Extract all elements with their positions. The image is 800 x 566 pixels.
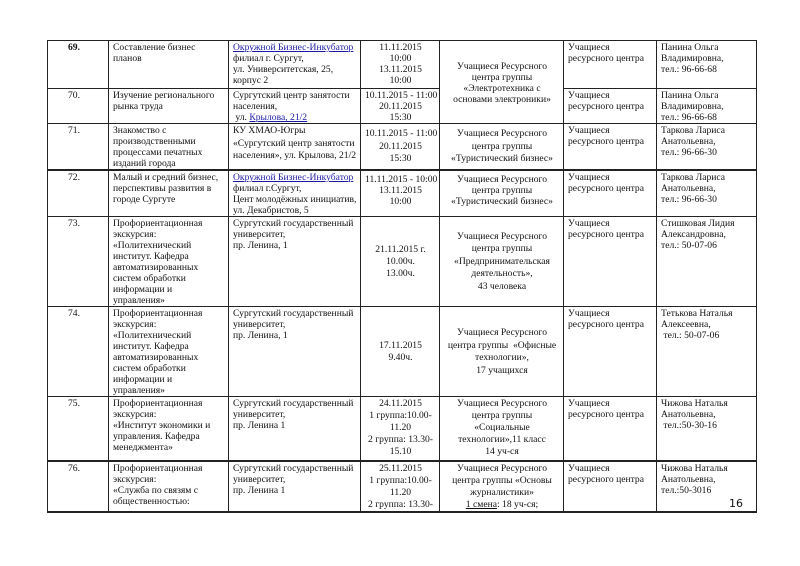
event-place: Сургутский государственный университет, пр. Ленина 1: [229, 397, 361, 461]
event-title: Составление бизнес планов: [109, 41, 229, 89]
row-number: 76.: [48, 461, 109, 512]
event-participants: Учащиеся Ресурсного центра группы «Туристический бизнес»: [440, 124, 564, 171]
place-link[interactable]: Окружной Бизнес-Инкубатор: [233, 42, 354, 53]
table-row: [48, 397, 757, 461]
table-row: [48, 307, 757, 397]
event-contact: Панина Ольга Владимировна, тел.: 96-66-68: [657, 89, 757, 124]
event-participants: Учащиеся Ресурсного центра группы «Социальные технологии»,11 класс 14 уч-ся: [440, 397, 564, 461]
event-place: Окружной Бизнес-Инкубатор филиал г.Сургут, Цент молодёжных инициатив, ул. Декабристов, 5: [229, 170, 361, 217]
event-place: Окружной Бизнес-Инкубатор филиал г. Сургут, ул. Университетская, 25, корпус 2: [229, 41, 361, 89]
event-participants: Учащиеся Ресурсного центра группы «Электротехника с основами электроники»: [440, 41, 564, 124]
table-row: [48, 41, 757, 89]
table-row: [48, 461, 757, 512]
event-title: Профориентационная экскурсия: «Политехнический институт. Кафедра автоматизированных систем обработки информации и управления»: [109, 217, 229, 307]
event-participants: Учащиеся Ресурсного центра группы «Предпринимательская деятельность», 43 человека: [440, 217, 564, 307]
row-number: 73.: [48, 217, 109, 307]
event-dates: 11.11.2015 - 10:00 13.11.2015 10:00: [361, 170, 440, 217]
event-participants: Учащиеся Ресурсного центра группы «Офисные технологии», 17 учащихся: [440, 307, 564, 397]
event-title: Изучение регионального рынка труда: [109, 89, 229, 124]
event-place: Сургутский государственный университет, пр. Ленина, 1: [229, 307, 361, 397]
row-number: 70.: [48, 89, 109, 124]
event-title: Малый и средний бизнес, перспективы развития в городе Сургуте: [109, 170, 229, 217]
event-contact: Чижова Наталья Анатольевна, тел.:50-30-16: [657, 397, 757, 461]
event-dates: 17.11.2015 9.40ч.: [361, 307, 440, 397]
event-contact: Панина Ольга Владимировна, тел.: 96-66-68: [657, 41, 757, 89]
page-number: 16: [729, 497, 743, 510]
event-audience: Учащиеся ресурсного центра: [564, 461, 657, 512]
event-audience: Учащиеся ресурсного центра: [564, 397, 657, 461]
event-audience: Учащиеся ресурсного центра: [564, 307, 657, 397]
row-number: 74.: [48, 307, 109, 397]
event-place: Сургутский центр занятости населения, ул. Крылова, 21/2: [229, 89, 361, 124]
event-title: Профориентационная экскурсия: «Институт экономики и управления. Кафедра менеджмента»: [109, 397, 229, 461]
event-place: Сургутский государственный университет, пр. Ленина, 1: [229, 217, 361, 307]
event-contact: Чижова Наталья Анатольевна, тел.:50-3016: [657, 461, 757, 512]
event-place: КУ ХМАО-Югры «Сургутский центр занятости населения», ул. Крылова, 21/2: [229, 124, 361, 171]
row-number: 69.: [48, 41, 109, 89]
event-participants: Учащиеся Ресурсного центра группы «Основы журналистики» 1 смена: 18 уч-ся;: [440, 461, 564, 512]
event-contact: Тетькова Наталья Алексеевна, тел.: 50-07-06: [657, 307, 757, 397]
event-place: Сургутский государственный университет, пр. Ленина 1: [229, 461, 361, 512]
row-number: 71.: [48, 124, 109, 171]
event-title: Профориентационная экскурсия: «Служба по связям с общественностью:: [109, 461, 229, 512]
event-dates: 25.11.2015 1 группа:10.00- 11.20 2 группа: 13.30-: [361, 461, 440, 512]
event-title: Профориентационная экскурсия: «Политехнический институт. Кафедра автоматизированных систем обработки информации и управления»: [109, 307, 229, 397]
table-row: [48, 217, 757, 307]
table-row: [48, 124, 757, 171]
event-audience: Учащиеся ресурсного центра: [564, 41, 657, 89]
place-link[interactable]: Крылова, 21/2: [249, 112, 308, 123]
events-table: [47, 40, 757, 513]
event-dates: 10.11.2015 - 11:00 20.11.2015 15:30: [361, 124, 440, 171]
table-row: [48, 170, 757, 217]
row-number: 72.: [48, 170, 109, 217]
event-title: Знакомство с производственными процессами печатных изданий города: [109, 124, 229, 171]
event-dates: 21.11.2015 г. 10.00ч. 13.00ч.: [361, 217, 440, 307]
event-dates: 10.11.2015 - 11:00 20.11.2015 15:30: [361, 89, 440, 124]
table-row: [48, 89, 757, 124]
event-contact: Стишковая Лидия Александровна, тел.: 50-07-06: [657, 217, 757, 307]
event-audience: Учащиеся ресурсного центра: [564, 89, 657, 124]
event-dates: 24.11.2015 1 группа:10.00- 11.20 2 группа: 13.30- 15.10: [361, 397, 440, 461]
event-audience: Учащиеся ресурсного центра: [564, 170, 657, 217]
row-number: 75.: [48, 397, 109, 461]
place-link[interactable]: Окружной Бизнес-Инкубатор: [233, 172, 354, 183]
event-audience: Учащиеся ресурсного центра: [564, 124, 657, 171]
event-participants: Учащиеся Ресурсного центра группы «Туристический бизнес»: [440, 170, 564, 217]
event-dates: 11.11.2015 10:00 13.11.2015 10:00: [361, 41, 440, 89]
event-contact: Таркова Лариса Анатольевна, тел.: 96-66-30: [657, 170, 757, 217]
event-audience: Учащиеся ресурсного центра: [564, 217, 657, 307]
event-contact: Таркова Лариса Анатольевна, тел.: 96-66-30: [657, 124, 757, 171]
